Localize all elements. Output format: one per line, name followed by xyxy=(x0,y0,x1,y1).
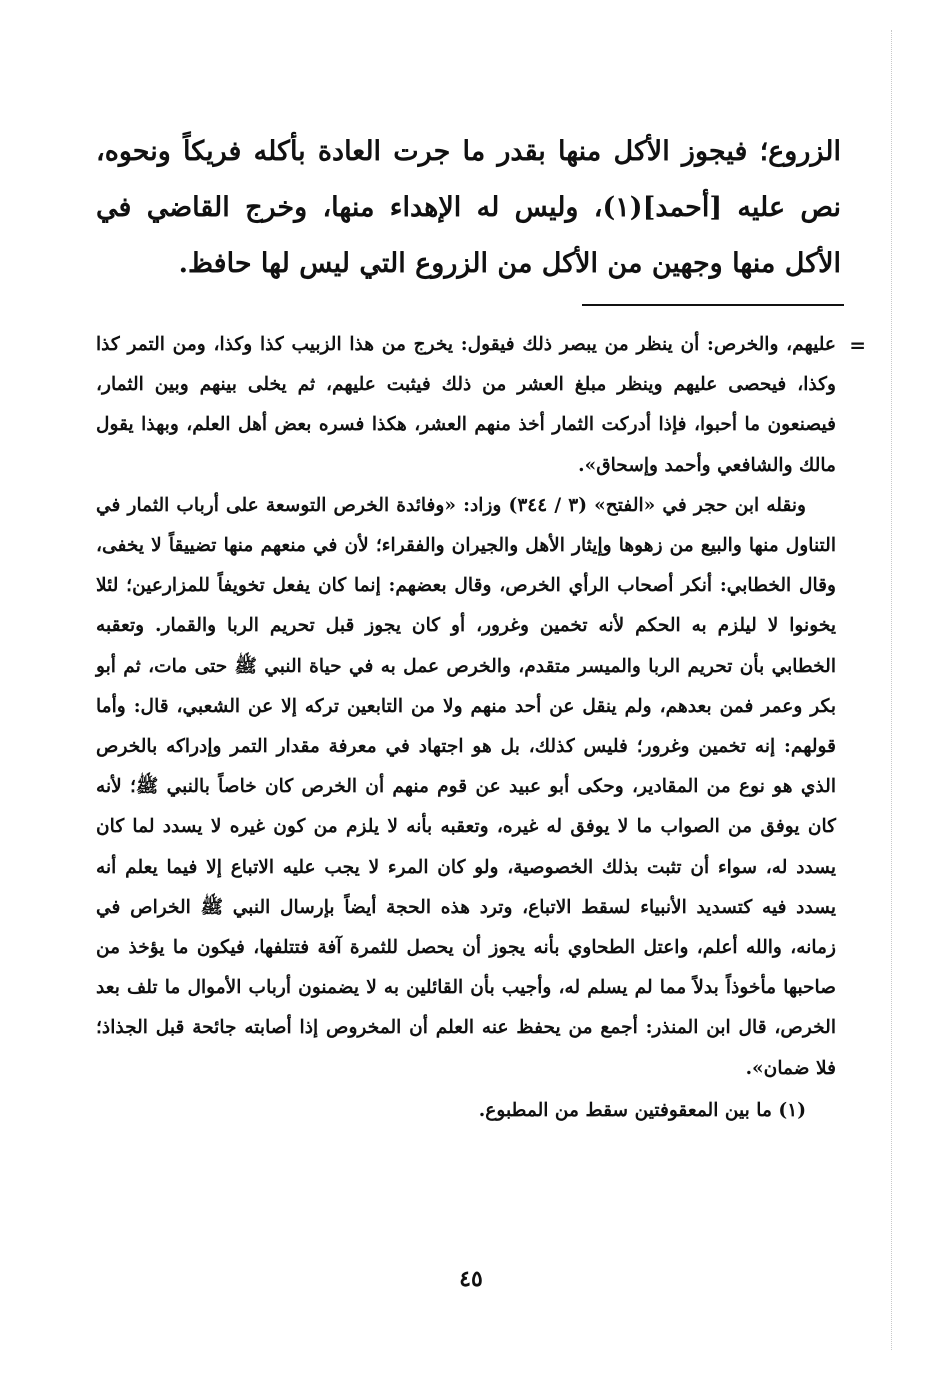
main-text-block xyxy=(96,124,841,292)
footnote-paragraph-2: ونقله ابن حجر في «الفتح» (٣ / ٣٤٤) وزاد: «وفائدة الخرص التوسعة على أرباب الثمار في التناول منها والبيع من زهوها وإيثار الأهل والجيران والفقراء؛ لأن في منعهم منها تضييقاً لا يخفى، وقال الخطابي: أنكر أصحاب الرأي الخرص، وقال بعضهم: إنما كان يفعل تخويفاً للمزارعين؛ لئلا يخونوا لا ليلزم به الحكم لأنه تخمين وغرور، أو كان يجوز قبل تحريم الربا والقمار. وتعقبه الخطابي بأن تحريم الربا والميسر متقدم، والخرص عمل به في حياة النبي ﷺ حتى مات، ثم أبو بكر وعمر فمن بعدهم، ولم ينقل عن أحد منهم ولا من التابعين تركه إلا عن الشعبي، قال: وأما قولهم: إنه تخمين وغرور؛ فليس كذلك، بل هو اجتهاد في معرفة مقدار التمر وإدراكه بالخرص الذي هو نوع من المقادير، وحكى أبو عبيد عن قوم منهم أن الخرص كان خاصاً بالنبي ﷺ؛ لأنه كان يوفق من الصواب ما لا يوفق له غيره، وتعقبه بأنه لا يلزم من كون غيره لا يسدد لما كان يسدد له، سواء أن تثبت بذلك الخصوصية، ولو كان المرء لا يجب عليه الاتباع إلا فيما يعلم أنه يسدد فيه كتسديد الأنبياء لسقط الاتباع، وترد هذه الحجة أيضاً بإرسال النبي ﷺ الخراص في زمانه، والله أعلم، واعتل الطحاوي بأنه يجوز أن يحصل للثمرة آفة فتتلفها، فيكون ما يؤخذ من صاحبها مأخوذاً بدلاً مما لم يسلم له، وأجيب بأن القائلين به لا يضمنون أرباب الأموال ما تلف بعد الخرص، قال ابن المنذر: أجمع من يحفظ عنه العلم أن المخروص إذا أصابته جائحة قبل الجذاذ؛ فلا ضمان». xyxy=(96,494,836,1079)
page-number: ٤٥ xyxy=(459,1266,483,1292)
footnote-1: (١) ما بين المعقوفتين سقط من المطبوع. xyxy=(478,1099,806,1121)
footnotes-block xyxy=(96,325,866,1131)
footnote-continuation xyxy=(96,325,866,486)
margin-dotted-line xyxy=(891,30,892,1350)
main-paragraph: الزروع؛ فيجوز الأكل منها بقدر ما جرت العادة بأكله فريكاً ونحوه، نص عليه [أحمد](١)، وليس له الإهداء منها، وخرج القاضي في الأكل منها وجهين من الأكل من الزروع التي ليس لها حافظ. xyxy=(96,136,841,279)
continuation-marker: = xyxy=(849,333,866,357)
footnote-paragraph-1: عليهم، والخرص: أن ينظر من يبصر ذلك فيقول: يخرج من هذا الزبيب كذا وكذا، ومن التمر كذا وكذا، فيحصى عليهم وينظر مبلغ العشر من ذلك فيثبت عليهم، ثم يخلى بينهم وبين الثمار، فيصنعون ما أحبوا، فإذا أدركت الثمار أخذ منهم العشر، هكذا فسره بعض أهل العلم، وبهذا يقول مالك والشافعي وأحمد وإسحاق». xyxy=(96,334,836,476)
footnote-separator xyxy=(582,304,844,306)
